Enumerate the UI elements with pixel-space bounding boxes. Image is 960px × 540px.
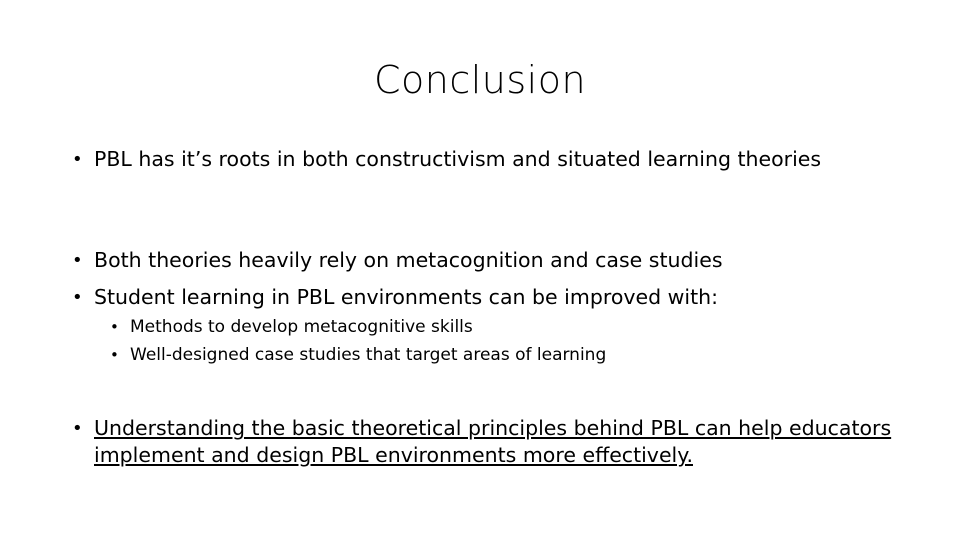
bullet-dot: • bbox=[72, 250, 83, 271]
sub-bullet-text: Well-designed case studies that target areas of learning bbox=[130, 345, 607, 365]
bullet-item bbox=[72, 146, 832, 173]
bullet-item bbox=[72, 284, 832, 311]
bullet-text: PBL has it’s roots in both constructivism and situated learning theories bbox=[94, 147, 822, 171]
bullet-dot: • bbox=[72, 287, 83, 308]
bullet-dot: • bbox=[72, 149, 83, 170]
sub-bullet-item bbox=[110, 315, 810, 339]
sub-bullet-text: Methods to develop metacognitive skills bbox=[130, 317, 473, 337]
sub-bullet-item bbox=[110, 343, 810, 367]
sub-bullet-dot: • bbox=[110, 318, 119, 336]
bullet-item bbox=[72, 247, 832, 274]
bullet-text: Both theories heavily rely on metacognition and case studies bbox=[94, 248, 723, 272]
bullet-item-final bbox=[72, 415, 892, 469]
final-bullet-text: Understanding the basic theoretical principles behind PBL can help educators implement and design PBL environments more effectively. bbox=[94, 416, 892, 467]
bullet-dot: • bbox=[72, 418, 83, 439]
bullet-text: Student learning in PBL environments can be improved with: bbox=[94, 285, 719, 309]
sub-bullet-dot: • bbox=[110, 346, 119, 364]
slide-title: Conclusion bbox=[373, 58, 587, 102]
